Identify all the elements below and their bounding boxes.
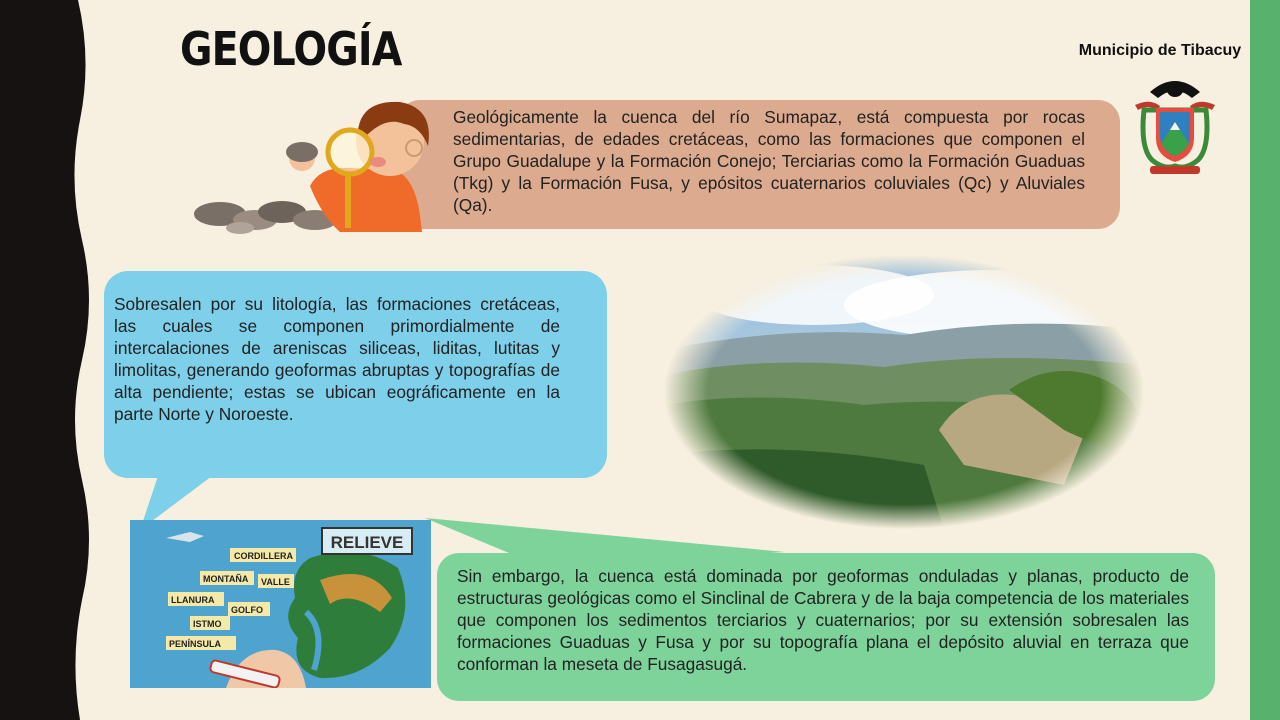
relief-label-llanura: LLANURA bbox=[171, 595, 215, 605]
relief-label-istmo: ISTMO bbox=[193, 619, 222, 629]
left-decorative-band bbox=[0, 0, 100, 720]
municipality-name: Municipio de Tibacuy bbox=[1078, 42, 1242, 59]
relief-map-illustration bbox=[130, 520, 431, 688]
basin-paragraph: Sin embargo, la cuenca está dominada por geoformas onduladas y planas, producto de estructuras geológicas como el Sinclinal de Cabrera y de la baja competencia de los materiales que componen los sedimentos terciarios y cuaternarios; por su extensión sobresalen las formaciones Guaduas y Fusa y por su topografía plana el depósito aluvial en terraza que conforman la meseta de Fusagasugá. bbox=[457, 566, 1189, 674]
basin-text-box bbox=[437, 553, 1215, 701]
relief-label-peninsula: PENÍNSULA bbox=[169, 639, 222, 649]
relief-label-golfo: GOLFO bbox=[231, 605, 263, 615]
intro-text-box bbox=[398, 100, 1120, 229]
relief-label-valle: VALLE bbox=[261, 577, 290, 587]
cretaceous-text-box bbox=[104, 271, 607, 478]
relief-label-cordillera: CORDILLERA bbox=[234, 551, 293, 561]
relief-label-montana: MONTAÑA bbox=[203, 574, 249, 584]
mountain-landscape-photo bbox=[664, 255, 1144, 530]
right-accent-band bbox=[1250, 0, 1280, 720]
page-title: GEOLOGÍA bbox=[180, 22, 402, 76]
coat-of-arms-icon bbox=[1130, 70, 1220, 178]
relief-heading: RELIEVE bbox=[330, 533, 404, 552]
geologist-boy-illustration bbox=[190, 96, 450, 236]
cretaceous-paragraph: Sobresalen por su litología, las formaciones cretáceas, las cuales se componen primordialmente de intercalaciones de areniscas siliceas, liditas, lutitas y limolitas, generando geoformas abruptas y topografías de alta pendiente; estas se ubican eográficamente en la parte Norte y Noroeste. bbox=[114, 294, 560, 424]
intro-paragraph: Geológicamente la cuenca del río Sumapaz, está compuesta por rocas sedimentarias, de edades cretáceas, como las formaciones que componen el Grupo Guadalupe y la Formación Conejo; Terciarias como la Formación Guaduas (Tkg) y la Formación Fusa, y epósitos cuaternarios coluviales (Qc) y Aluviales (Qa). bbox=[453, 107, 1085, 215]
